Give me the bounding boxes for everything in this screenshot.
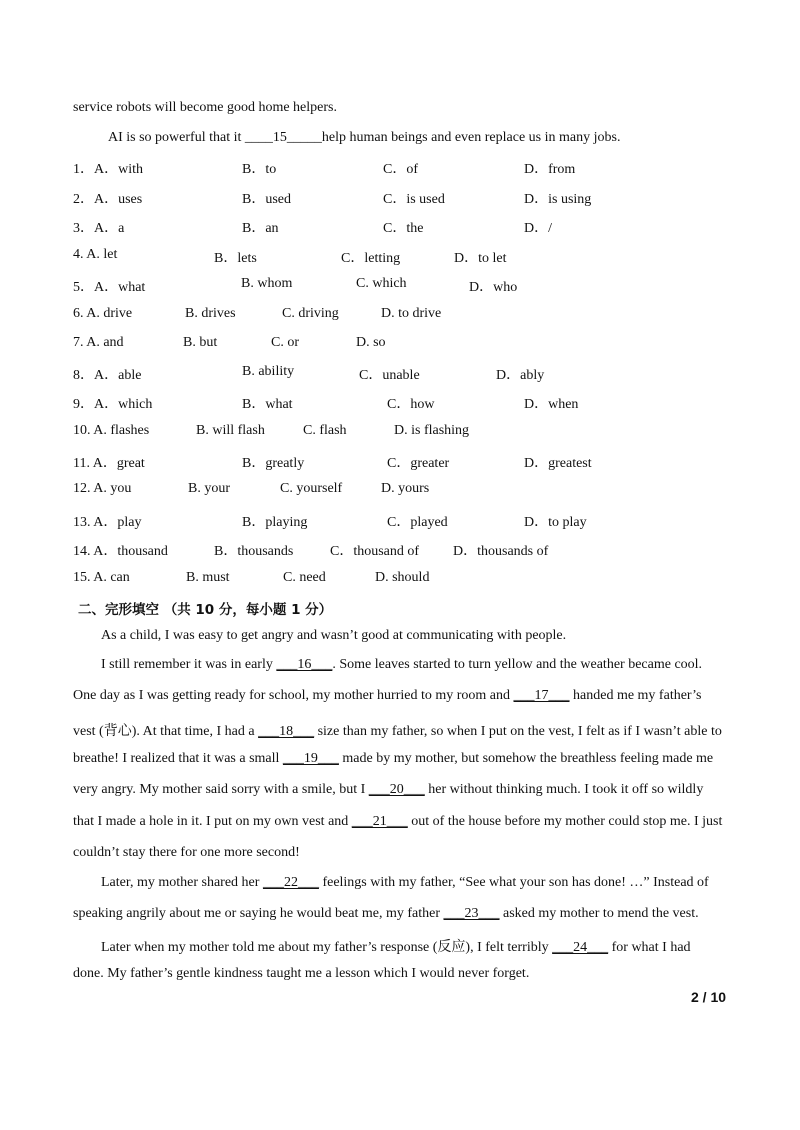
passage-text: done. My father’s gentle kindness taught me a lesson which I would never forget. <box>73 966 530 981</box>
passage-line <box>101 936 691 956</box>
option-a[interactable]: A．what <box>94 280 146 295</box>
option-d[interactable]: D. is flashing <box>394 423 470 438</box>
option-d[interactable]: D．greatest <box>524 456 592 471</box>
passage-text: out of the house before my mother could stop me. I just <box>407 814 723 829</box>
passage-text: speaking angrily about me or saying he would beat me, my father <box>73 906 444 921</box>
passage-line <box>73 814 722 830</box>
option-d[interactable]: D. should <box>375 570 430 585</box>
passage-text: Later, my mother shared her <box>101 875 263 890</box>
passage-line <box>73 751 713 767</box>
option-a[interactable]: A. flashes <box>93 423 150 438</box>
passage-line <box>101 657 702 673</box>
option-d[interactable]: D. so <box>356 335 386 350</box>
question-number: 8． <box>73 368 94 383</box>
question-number: 4. <box>73 247 87 262</box>
option-b[interactable]: B．greatly <box>242 456 305 471</box>
passage-line <box>101 875 709 891</box>
passage-line <box>73 720 722 740</box>
question-number: 6. <box>73 306 87 321</box>
passage-line <box>73 906 699 922</box>
option-b[interactable]: B. ability <box>242 364 295 379</box>
paragraph-1: As a child, I was easy to get angry and wasn’t good at communicating with people. <box>101 628 567 643</box>
passage-text: that I made a hole in it. I put on my own vest and <box>73 814 352 829</box>
passage-text: for what I had <box>608 940 691 955</box>
answer-blank[interactable]: ___19___ <box>282 751 339 766</box>
option-d[interactable]: D．/ <box>524 221 552 236</box>
option-d[interactable]: D．is using <box>524 192 592 207</box>
question-number: 14. <box>73 544 94 559</box>
option-a[interactable]: A．play <box>93 515 142 530</box>
option-d[interactable]: D. to drive <box>381 306 442 321</box>
passage-text: One day as I was getting ready for school, my mother hurried to my room and <box>73 688 514 703</box>
option-a[interactable]: A．a <box>94 221 125 236</box>
option-a[interactable]: A. and <box>86 335 124 350</box>
option-c[interactable]: C．unable <box>359 368 420 383</box>
option-c[interactable]: C．played <box>387 515 448 530</box>
question-number: 1． <box>73 162 94 177</box>
passage-text: . Some leaves started to turn yellow and the weather became cool. <box>332 657 703 672</box>
passage-text: very angry. My mother said sorry with a smile, but I <box>73 782 369 797</box>
option-b[interactable]: B. whom <box>241 276 293 291</box>
option-d[interactable]: D．ably <box>496 368 545 383</box>
question-number: 3． <box>73 221 94 236</box>
option-a[interactable]: A. drive <box>86 306 133 321</box>
passage-line <box>73 782 703 798</box>
option-a[interactable]: A. you <box>93 481 132 496</box>
question-number: 7. <box>73 335 87 350</box>
option-d[interactable]: D．thousands of <box>453 544 549 559</box>
option-a[interactable]: A．which <box>94 397 153 412</box>
passage-text: her without thinking much. I took it off so wildly <box>424 782 704 797</box>
option-b[interactable]: B．what <box>242 397 293 412</box>
option-d[interactable]: D．to play <box>524 515 587 530</box>
answer-blank[interactable]: ___17___ <box>513 688 570 703</box>
option-c[interactable]: C. which <box>356 276 407 291</box>
question-number: 15. <box>73 570 94 585</box>
option-b[interactable]: B. will flash <box>196 423 265 438</box>
question-number: 11. <box>73 456 93 471</box>
passage-text: breathe! I realized that it was a small <box>73 751 283 766</box>
option-d[interactable]: D．from <box>524 162 576 177</box>
passage-text: couldn’t stay there for one more second! <box>73 845 300 860</box>
section-heading: 二、完形填空 （共 10 分，每小题 1 分） <box>78 602 333 618</box>
answer-blank[interactable]: ___18___ <box>258 724 315 739</box>
page-number: 2 / 10 <box>691 989 727 1005</box>
option-b[interactable]: B．to <box>242 162 277 177</box>
passage-line <box>73 966 529 982</box>
option-a[interactable]: A．great <box>92 456 145 471</box>
answer-blank[interactable]: ___22___ <box>262 875 319 890</box>
option-b[interactable]: B．playing <box>242 515 308 530</box>
option-c[interactable]: C．letting <box>341 251 401 266</box>
passage-text: vest (背心). At that time, I had a <box>73 724 259 739</box>
option-a[interactable]: A．with <box>94 162 143 177</box>
option-a[interactable]: A. let <box>86 247 118 262</box>
passage-line <box>73 845 300 861</box>
passage-text: asked my mother to mend the vest. <box>499 906 699 921</box>
option-a[interactable]: A．uses <box>94 192 143 207</box>
option-c[interactable]: C. flash <box>303 423 347 438</box>
answer-blank[interactable]: ___24___ <box>552 940 609 955</box>
question-number: 2． <box>73 192 94 207</box>
option-b[interactable]: B．used <box>242 192 291 207</box>
option-c[interactable]: C. need <box>283 570 326 585</box>
passage-text: Later when my mother told me about my father’s response (反应), I felt terribly <box>101 940 553 955</box>
answer-blank[interactable]: ___20___ <box>368 782 425 797</box>
intro-line-1: service robots will become good home helpers. <box>73 100 337 115</box>
option-d[interactable]: D．when <box>524 397 579 412</box>
option-b[interactable]: B. your <box>188 481 230 496</box>
question-number: 10. <box>73 423 94 438</box>
option-c[interactable]: C．greater <box>387 456 450 471</box>
passage-text: handed me my father’s <box>569 688 702 703</box>
question-number: 9． <box>73 397 94 412</box>
question-number: 12. <box>73 481 94 496</box>
option-b[interactable]: B. must <box>186 570 230 585</box>
question-number: 13. <box>73 515 94 530</box>
passage-text: I still remember it was in early <box>101 657 277 672</box>
option-a[interactable]: A．thousand <box>93 544 168 559</box>
option-b[interactable]: B. but <box>183 335 218 350</box>
intro-line-2: AI is so powerful that it ____15_____help human beings and even replace us in many jobs. <box>108 130 621 145</box>
answer-blank[interactable]: ___16___ <box>276 657 333 672</box>
passage-text: made by my mother, but somehow the breathless feeling made me <box>338 751 714 766</box>
passage-text: size than my father, so when I put on the vest, I felt as if I wasn’t able to <box>314 724 722 739</box>
option-c[interactable]: C. or <box>271 335 299 350</box>
option-d[interactable]: D．to let <box>454 251 507 266</box>
option-c[interactable]: C．how <box>387 397 435 412</box>
option-d[interactable]: D. yours <box>381 481 430 496</box>
option-b[interactable]: B. drives <box>185 306 236 321</box>
option-d[interactable]: D．who <box>469 280 518 295</box>
answer-blank[interactable]: ___21___ <box>351 814 408 829</box>
option-c[interactable]: C. yourself <box>280 481 343 496</box>
option-b[interactable]: B．lets <box>214 251 257 266</box>
option-c[interactable]: C．of <box>383 162 418 177</box>
option-a[interactable]: A. can <box>93 570 130 585</box>
option-b[interactable]: B．an <box>242 221 279 236</box>
option-c[interactable]: C．is used <box>383 192 445 207</box>
option-b[interactable]: B．thousands <box>214 544 294 559</box>
question-number: 5． <box>73 280 94 295</box>
passage-text: feelings with my father, “See what your son has done! …” Instead of <box>318 875 709 890</box>
passage-line <box>73 688 701 704</box>
option-c[interactable]: C. driving <box>282 306 339 321</box>
answer-blank[interactable]: ___23___ <box>443 906 500 921</box>
option-c[interactable]: C．the <box>383 221 424 236</box>
option-c[interactable]: C．thousand of <box>330 544 420 559</box>
option-a[interactable]: A．able <box>94 368 142 383</box>
